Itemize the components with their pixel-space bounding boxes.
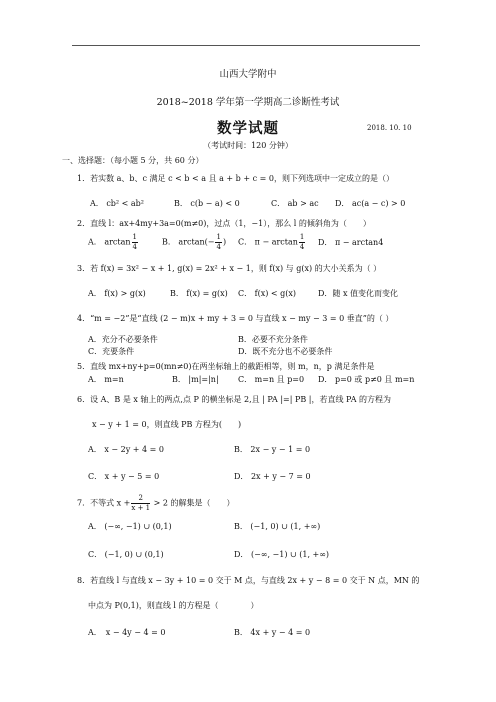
q6-option-b: B． 2x − y − 1 = 0 bbox=[234, 445, 311, 454]
q1-option-b: B． c(b − a) < 0 bbox=[174, 199, 240, 208]
q6-option-a: A． x − 2y + 4 = 0 bbox=[88, 445, 164, 454]
q2-option-b: B． arctan(− $\frac{1}{4}$ ) bbox=[162, 233, 227, 251]
q6-option-c: C． x + y − 5 = 0 bbox=[88, 472, 160, 481]
q5-option-b: B． |m|=|n| bbox=[172, 375, 219, 384]
q7-stem: 7．不等式 x + $\frac{2}{x + 1}$ > 2 的解集是（ ） bbox=[77, 494, 235, 512]
q3-option-b: B． f(x) = g(x) bbox=[170, 289, 228, 298]
q3-option-c: C． f(x) < g(x) bbox=[238, 289, 297, 298]
q8-option-a: A． x − 4y − 4 = 0 bbox=[88, 628, 166, 637]
q6-stem-continued: x − y + 1 = 0，则直线 PB 方程为( ) bbox=[92, 420, 242, 429]
exam-title: 2018~2018 学年第一学期高二诊断性考试 bbox=[156, 97, 340, 108]
q1-option-c: C． ab > ac bbox=[271, 199, 319, 208]
school-name: 山西大学附中 bbox=[219, 69, 277, 80]
q4-option-a: A．充分不必要条件 bbox=[88, 335, 158, 344]
q1-option-a: A． cb² < ab² bbox=[90, 199, 145, 208]
q7-option-d: D． (−∞, −1) ∪ (1, +∞) bbox=[234, 550, 330, 559]
q2-option-d: D． π − arctan4 bbox=[318, 238, 384, 247]
q8-stem-continued: 中点为 P(0,1)，则直线 l 的方程是（ ） bbox=[88, 601, 259, 610]
q4-stem: 4．“m = −2”是“直线 (2 − m)x + my + 3 = 0 与直线 x − my − 3 = 0 垂直”的（ ） bbox=[77, 314, 394, 323]
section-heading: 一、选择题：（每小题 5 分，共 60 分） bbox=[62, 156, 204, 165]
q2-stem: 2．直线 l：ax+4my+3a=0(m≠0)，过点（1，−1），那么 l 的倾斜角为（ ） bbox=[77, 219, 371, 228]
header-rule bbox=[72, 45, 420, 46]
q7-option-b: B． (−1, 0) ∪ (1, +∞) bbox=[234, 522, 321, 531]
q5-option-c: C． m=n 且 p=0 bbox=[238, 375, 305, 384]
q3-option-d: D．随 x 值变化而变化 bbox=[318, 289, 399, 298]
q5-stem: 5．直线 mx+ny+p=0(mn≠0)在两坐标轴上的截距相等，则 m，n，p 满足条件是 bbox=[77, 362, 375, 371]
q1-option-d: D． ac(a − c) > 0 bbox=[335, 199, 406, 208]
q5-option-d: D． p=0 或 p≠0 且 m=n bbox=[318, 375, 415, 384]
q3-option-a: A． f(x) > g(x) bbox=[88, 289, 146, 298]
subject-title: 数学试题 bbox=[217, 120, 279, 137]
q5-option-a: A． m=n bbox=[88, 375, 124, 384]
q6-stem: 6．设 A、B 是 x 轴上的两点,点 P 的横坐标是 2,且 | PA |=| PB |，若直线 PA 的方程为 bbox=[77, 395, 392, 404]
q4-option-b: B．必要不充分条件 bbox=[238, 335, 308, 344]
q2-option-c: C． π − arctan $\frac{1}{4}$ bbox=[238, 233, 305, 251]
q7-option-c: C． (−1, 0) ∪ (0,1) bbox=[88, 550, 164, 559]
q8-option-b: B． 4x + y − 4 = 0 bbox=[234, 628, 311, 637]
exam-time-note: （考试时间：120 分钟） bbox=[203, 141, 293, 150]
q2-option-a: A． arctan $\frac{1}{4}$ bbox=[88, 233, 137, 251]
exam-date: 2018. 10. 10 bbox=[367, 124, 412, 132]
q8-stem: 8．若直线 l 与直线 x − 3y + 10 = 0 交于 M 点，与直线 2x + y − 8 = 0 交于 N 点，MN 的 bbox=[77, 576, 420, 585]
q4-option-c: C．充要条件 bbox=[88, 347, 135, 356]
q3-stem: 3．若 f(x) = 3x² − x + 1, g(x) = 2x² + x − 1，则 f(x) 与 g(x) 的大小关系为（ ） bbox=[77, 264, 382, 273]
q7-option-a: A． (−∞, −1) ∪ (0,1) bbox=[88, 522, 172, 531]
q1-stem: 1．若实数 a、b、c 满足 c < b < a 且 a + b + c = 0，则下列选项中一定成立的是（） bbox=[77, 174, 394, 183]
q6-option-d: D． 2x + y − 7 = 0 bbox=[234, 472, 311, 481]
q4-option-d: D．既不充分也不必要条件 bbox=[238, 347, 333, 356]
